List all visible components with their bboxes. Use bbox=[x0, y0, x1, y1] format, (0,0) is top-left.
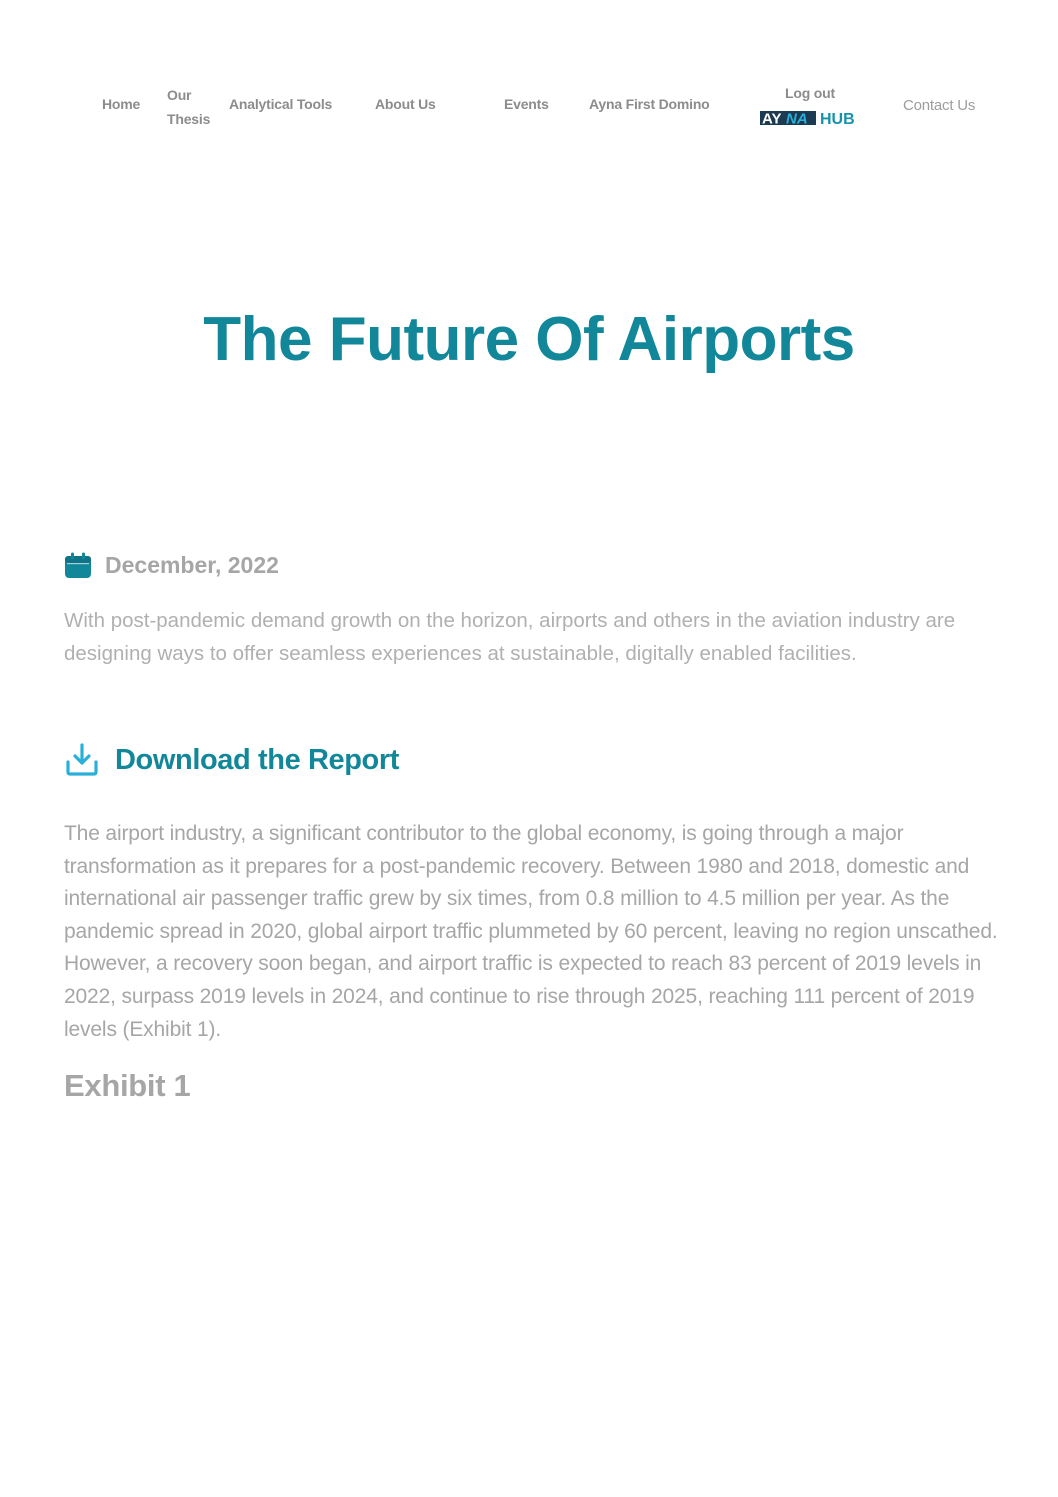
logo-text-left: AY bbox=[762, 110, 782, 128]
logo-text-right: HUB bbox=[820, 111, 855, 128]
nav-our-thesis-link[interactable]: Our Thesis bbox=[167, 87, 211, 127]
page-title: The Future Of Airports bbox=[203, 305, 855, 374]
exhibit-heading: Exhibit 1 bbox=[64, 1068, 191, 1103]
article-summary: With post-pandemic demand growth on the horizon, airports and others in the aviation industry are designing ways to offer seamless experiences at sustainable, digitally enabled facilities. bbox=[64, 609, 956, 665]
article-body-paragraph: The airport industry, a significant contributor to the global economy, is going through a major transformation as it prepares for a post-pandemic recovery. Between 1980 and 2018, domestic and international air passenger traffic grew by six times, from 0.8 million to 4.5 million per year. As the pandemic spread in 2020, global airport traffic plummeted by 60 percent, leaving no region unscathed. However, a recovery soon began, and airport traffic is expected to reach 83 percent of 2019 levels in 2022, surpass 2019 levels in 2024, and continue to rise through 2025, reaching 111 percent of 2019 levels (Exhibit 1). bbox=[64, 822, 998, 1041]
logo-text-mid: NA bbox=[786, 110, 808, 128]
nav-home-link[interactable]: Home bbox=[102, 96, 141, 112]
calendar-icon bbox=[64, 552, 92, 579]
nav-analytical-tools-link[interactable]: Analytical Tools bbox=[229, 96, 333, 112]
publish-date-text: December, 2022 bbox=[105, 551, 279, 578]
nav-about-us-link[interactable]: About Us bbox=[375, 96, 436, 112]
ayna-hub-logo-graphic bbox=[760, 108, 866, 128]
download-report-link[interactable] bbox=[64, 740, 399, 780]
nav-events-link[interactable]: Events bbox=[504, 96, 549, 112]
download-report-label: Download the Report bbox=[115, 743, 400, 776]
publish-date bbox=[64, 550, 279, 580]
download-icon bbox=[64, 742, 100, 778]
logout-link[interactable]: Log out bbox=[785, 85, 835, 101]
ayna-hub-logo[interactable] bbox=[760, 108, 866, 128]
nav-contact-us-link[interactable]: Contact Us bbox=[903, 97, 976, 114]
top-navigation bbox=[0, 0, 1058, 160]
nav-ayna-first-domino-link[interactable]: Ayna First Domino bbox=[589, 96, 710, 112]
